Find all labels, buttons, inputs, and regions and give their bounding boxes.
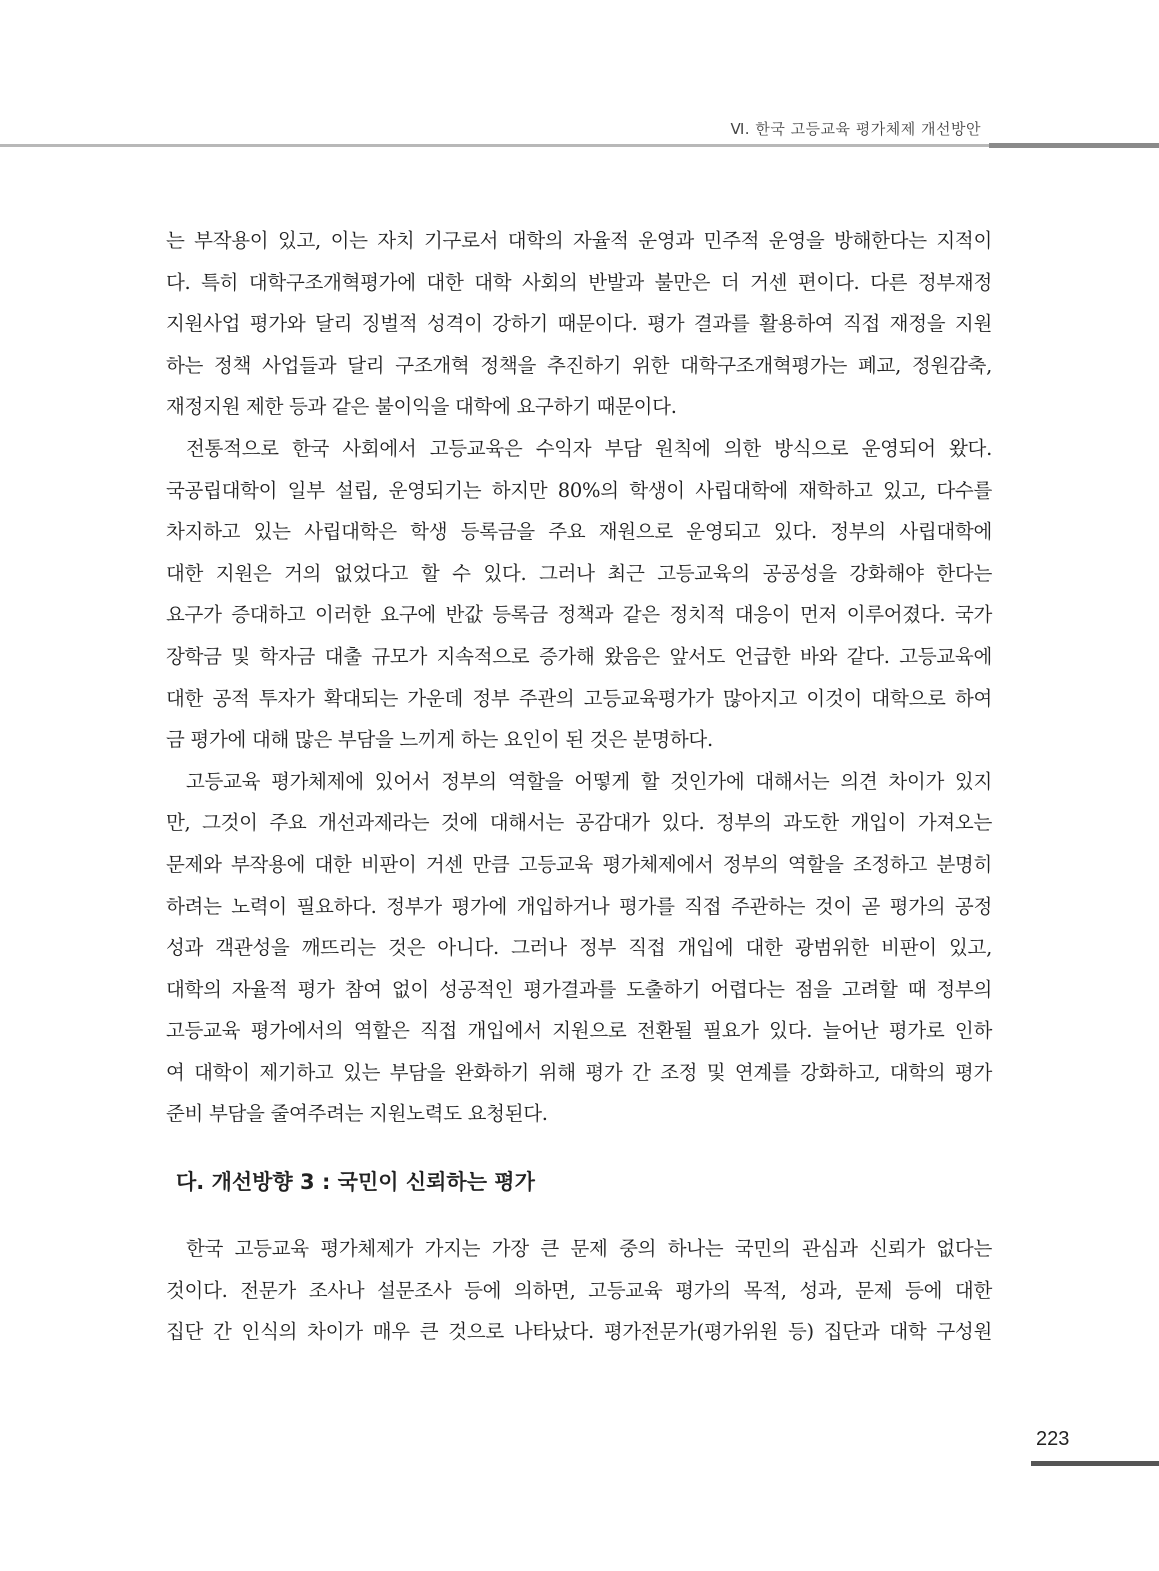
paragraph-line: 장학금 및 학자금 대출 규모가 지속적으로 증가해 왔음은 앞서도 언급한 바와 같다. 고등교육에 [166, 644, 992, 668]
paragraph-line: 대한 지원은 거의 없었다고 할 수 있다. 그러나 최근 고등교육의 공공성을 강화해야 한다는 [166, 561, 992, 585]
paragraph-line: 준비 부담을 줄여주려는 지원노력도 요청된다. [166, 1102, 548, 1126]
paragraph-line: 는 부작용이 있고, 이는 자치 기구로서 대학의 자율적 운영과 민주적 운영을 방해한다는 지적이 [166, 229, 992, 252]
paragraph-line: 다. 특히 대학구조개혁평가에 대한 대학 사회의 반발과 불만은 더 거센 편이다. 다른 정부재정 [166, 270, 992, 294]
paragraph-line: 전통적으로 한국 사회에서 고등교육은 수익자 부담 원칙에 의한 방식으로 운영되어 왔다. [186, 436, 992, 460]
running-header: Ⅵ. 한국 고등교육 평가체제 개선방안 [730, 120, 981, 138]
section-heading: 다. 개선방향 3 : 국민이 신뢰하는 평가 [176, 1170, 535, 1194]
paragraph-line: 것이다. 전문가 조사나 설문조사 등에 의하면, 고등교육 평가의 목적, 성과, 문제 등에 대한 [166, 1278, 992, 1302]
paragraph-line: 대학의 자율적 평가 참여 없이 성공적인 평가결과를 도출하기 어렵다는 점을 고려할 때 정부의 [166, 977, 992, 1001]
paragraph-line: 고등교육 평가체제에 있어서 정부의 역할을 어떻게 할 것인가에 대해서는 의견 차이가 있지 [186, 769, 992, 793]
paragraph-line: 집단 간 인식의 차이가 매우 큰 것으로 나타났다. 평가전문가(평가위원 등) 집단과 대학 구성원 [166, 1320, 992, 1344]
paragraph-line: 문제와 부작용에 대한 비판이 거센 만큼 고등교육 평가체제에서 정부의 역할을 조정하고 분명히 [166, 852, 992, 876]
paragraph-line: 차지하고 있는 사립대학은 학생 등록금을 주요 재원으로 운영되고 있다. 정부의 사립대학에 [166, 520, 992, 544]
paragraph-line: 하려는 노력이 필요하다. 정부가 평가에 개입하거나 평가를 직접 주관하는 것이 곧 평가의 공정 [166, 894, 992, 918]
header-rule-accent [989, 143, 1159, 148]
paragraph-line: 여 대학이 제기하고 있는 부담을 완화하기 위해 평가 간 조정 및 연계를 강화하고, 대학의 평가 [166, 1060, 992, 1084]
header-rule [0, 144, 1159, 147]
footer-rule [1031, 1461, 1159, 1466]
paragraph-line: 요구가 증대하고 이러한 요구에 반값 등록금 정책과 같은 정치적 대응이 먼저 이루어졌다. 국가 [166, 603, 992, 627]
paragraph-line: 지원사업 평가와 달리 징벌적 성격이 강하기 때문이다. 평가 결과를 활용하여 직접 재정을 지원 [166, 312, 992, 336]
body-text [166, 220, 992, 1135]
section-body-text [166, 1228, 992, 1353]
page-number: 223 [1036, 1428, 1070, 1450]
paragraph-line: 하는 정책 사업들과 달리 구조개혁 정책을 추진하기 위한 대학구조개혁평가는 폐교, 정원감축, [166, 353, 992, 377]
paragraph-line: 고등교육 평가에서의 역할은 직접 개입에서 지원으로 전환될 필요가 있다. 늘어난 평가로 인하 [166, 1019, 992, 1043]
paragraph-line: 국공립대학이 일부 설립, 운영되기는 하지만 80%의 학생이 사립대학에 재학하고 있고, 다수를 [166, 478, 992, 502]
paragraph-line: 성과 객관성을 깨뜨리는 것은 아니다. 그러나 정부 직접 개입에 대한 광범위한 비판이 있고, [166, 936, 992, 960]
paragraph-line: 금 평가에 대해 많은 부담을 느끼게 하는 요인이 된 것은 분명하다. [166, 728, 713, 752]
paragraph-line: 만, 그것이 주요 개선과제라는 것에 대해서는 공감대가 있다. 정부의 과도한 개입이 가져오는 [166, 811, 992, 835]
paragraph-line: 한국 고등교육 평가체제가 가지는 가장 큰 문제 중의 하나는 국민의 관심과 신뢰가 없다는 [186, 1237, 992, 1260]
paragraph-line: 대한 공적 투자가 확대되는 가운데 정부 주관의 고등교육평가가 많아지고 이것이 대학으로 하여 [166, 686, 992, 710]
paragraph-line: 재정지원 제한 등과 같은 불이익을 대학에 요구하기 때문이다. [166, 395, 677, 419]
